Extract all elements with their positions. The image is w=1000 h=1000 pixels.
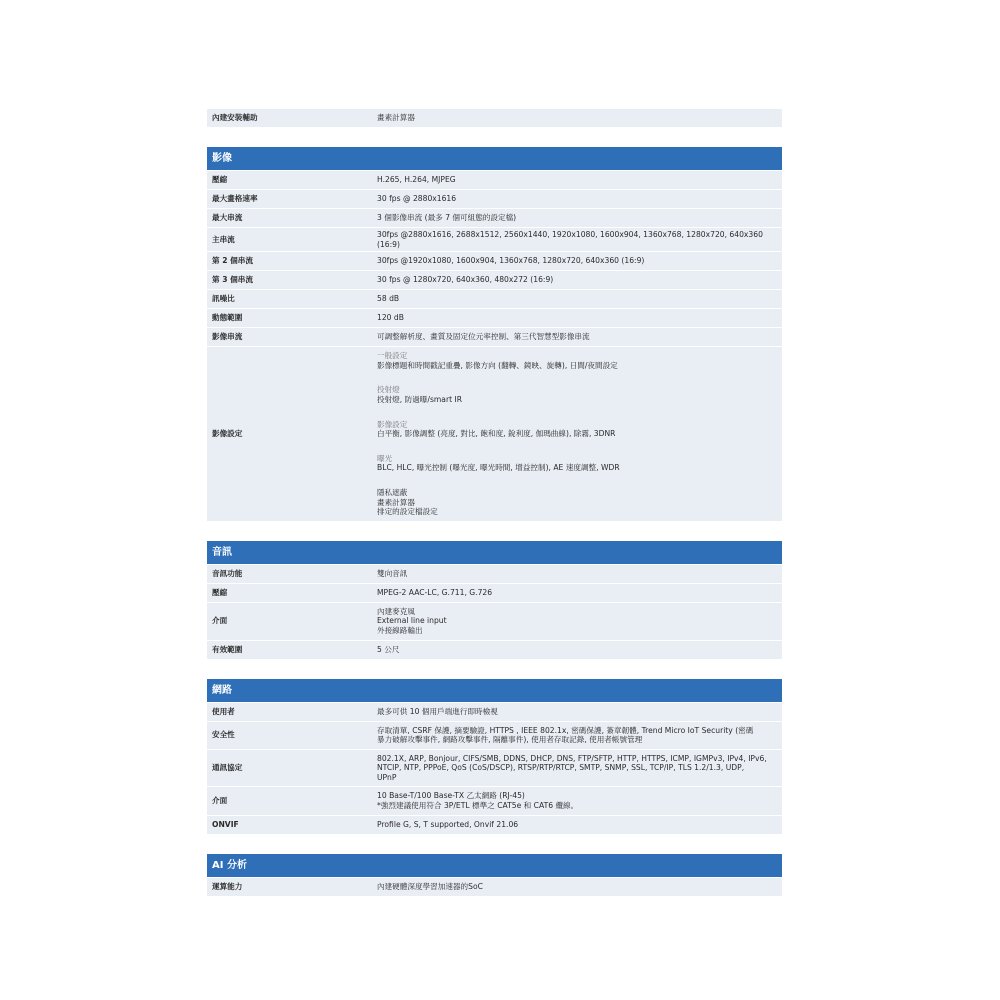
group-title: 一般設定 <box>377 351 408 361</box>
row-value <box>373 750 782 787</box>
row-value <box>373 586 782 600</box>
extra-line: 畫素計算器 <box>377 497 415 507</box>
row-label: 介面 <box>212 796 228 806</box>
value-line: 10 Base-T/100 Base-TX 乙太網路 (RJ-45) <box>377 791 525 801</box>
row-label: 最大串流 <box>212 213 243 223</box>
spec-row <box>207 252 782 271</box>
value-line: 內建麥克風 <box>377 606 415 616</box>
row-label: 音訊功能 <box>212 568 243 578</box>
value-line: *強烈建議使用符合 3P/ETL 標準之 CAT5e 和 CAT6 纜線。 <box>377 801 579 811</box>
value-line: NTCIP, NTP, PPPoE, QoS (CoS/DSCP), RTSP/RTP/RTCP, SMTP, SNMP, SSL, TCP/IP, TLS 1.2/1.3, UDP, <box>377 763 745 773</box>
spec-row <box>207 328 782 347</box>
row-value <box>373 603 782 640</box>
row-value <box>373 722 782 749</box>
row-label: 運算能力 <box>212 881 243 891</box>
spec-row <box>207 290 782 309</box>
spec-row <box>207 641 782 660</box>
spec-row <box>207 703 782 722</box>
spec-row-install-aid <box>207 109 782 128</box>
group-text: 白平衡, 影像調整 (亮度, 對比, 飽和度, 銳利度, 伽瑪曲線), 除霧, 3DNR <box>377 429 616 439</box>
spec-row <box>207 309 782 328</box>
row-value <box>373 347 782 521</box>
value-line: 暴力破解攻擊事件, 網路攻擊事件, 隔離事件), 使用者存取記錄, 使用者帳號管理 <box>377 735 643 745</box>
row-label: 有效範圍 <box>212 644 243 654</box>
value-line: 外接線路輸出 <box>377 625 423 635</box>
spec-row <box>207 787 782 815</box>
spec-row <box>207 584 782 603</box>
spec-row <box>207 209 782 228</box>
spec-row <box>207 271 782 290</box>
row-value: 120 dB <box>377 313 404 323</box>
extra-line: 隱私遮蔽 <box>377 487 408 497</box>
row-value <box>373 880 782 894</box>
row-value: 30fps @1920x1080, 1600x904, 1360x768, 1280x720, 640x360 (16:9) <box>377 256 645 266</box>
row-value: 58 dB <box>377 294 400 304</box>
spec-row <box>207 228 782 252</box>
section-header-audio: 音訊 <box>207 541 782 565</box>
group-text: 投射燈, 防過曝/smart IR <box>377 394 462 404</box>
value-line: Profile G, S, T supported, Onvif 21.06 <box>377 819 519 829</box>
row-value <box>373 643 782 657</box>
value-line: MPEG-2 AAC-LC, G.711, G.726 <box>377 587 493 597</box>
spec-row-image-settings <box>207 347 782 522</box>
value-line: 5 公尺 <box>377 644 400 654</box>
row-label: ONVIF <box>212 819 239 829</box>
value-line: 雙向音訊 <box>377 568 408 578</box>
row-label: 影像串流 <box>212 332 243 342</box>
row-value: H.265, H.264, MJPEG <box>377 175 456 185</box>
row-value: 30 fps @ 1280x720, 640x360, 480x272 (16:9) <box>377 275 554 285</box>
row-label: 壓縮 <box>212 587 228 597</box>
row-label: 通訊協定 <box>212 763 243 773</box>
row-label: 動態範圍 <box>212 313 243 323</box>
spec-row <box>207 816 782 835</box>
row-value: 畫素計算器 <box>377 113 415 123</box>
group-title: 投射燈 <box>377 385 400 395</box>
row-label: 第 3 個串流 <box>212 275 253 285</box>
row-value: 可調整解析度、畫質及固定位元率控制、第三代智慧型影像串流 <box>377 332 590 342</box>
spec-row <box>207 750 782 788</box>
row-value <box>373 818 782 832</box>
section-header-network: 網路 <box>207 679 782 703</box>
spec-row <box>207 565 782 584</box>
row-value <box>373 567 782 581</box>
row-value: 30fps @2880x1616, 2688x1512, 2560x1440, 1920x1080, 1600x904, 1360x768, 1280x720, 640x360 (16:9) <box>377 230 763 249</box>
value-line: 最多可供 10 個用戶端進行即時檢視 <box>377 706 498 716</box>
section-header-video: 影像 <box>207 147 782 171</box>
spec-row <box>207 878 782 897</box>
row-label: 訊噪比 <box>212 294 235 304</box>
row-label: 主串流 <box>212 234 235 244</box>
spec-row <box>207 190 782 209</box>
row-label: 影像設定 <box>212 429 243 439</box>
value-line: 存取清單, CSRF 保護, 摘要驗證, HTTPS , IEEE 802.1x, 密碼保護, 簽章韌體, Trend Micro IoT Security (密碼 <box>377 725 754 735</box>
section-header-ai: AI 分析 <box>207 854 782 878</box>
row-value: 3 個影像串流 (最多 7 個可組態的設定檔) <box>377 213 517 223</box>
group-text: 影像標題和時間戳記重疊, 影像方向 (翻轉、鏡映、旋轉), 日間/夜間設定 <box>377 360 618 370</box>
row-label: 使用者 <box>212 706 235 716</box>
row-value <box>373 705 782 719</box>
row-label: 最大畫格速率 <box>212 194 258 204</box>
value-line: 內建硬體深度學習加速器的SoC <box>377 881 483 891</box>
spec-table <box>207 109 782 897</box>
group-text: BLC, HLC, 曝光控制 (曝光度, 曝光時間, 增益控制), AE 速度調整, WDR <box>377 463 620 473</box>
row-label: 第 2 個串流 <box>212 256 253 266</box>
group-title: 影像設定 <box>377 419 408 429</box>
row-label: 介面 <box>212 616 228 626</box>
spec-row <box>207 722 782 750</box>
spec-row <box>207 171 782 190</box>
row-value <box>373 787 782 814</box>
row-label: 壓縮 <box>212 175 228 185</box>
row-value: 30 fps @ 2880x1616 <box>377 194 457 204</box>
value-line: External line input <box>377 616 447 626</box>
value-line: UPnP <box>377 772 397 782</box>
extra-line: 排定的設定檔設定 <box>377 507 438 517</box>
spec-row <box>207 603 782 641</box>
group-title: 曝光 <box>377 453 393 463</box>
value-line: 802.1X, ARP, Bonjour, CIFS/SMB, DDNS, DHCP, DNS, FTP/SFTP, HTTP, HTTPS, ICMP, IGMPv3, IPv4, IPv6, <box>377 753 767 763</box>
row-label: 安全性 <box>212 730 235 740</box>
row-label: 內建安裝輔助 <box>212 113 258 123</box>
